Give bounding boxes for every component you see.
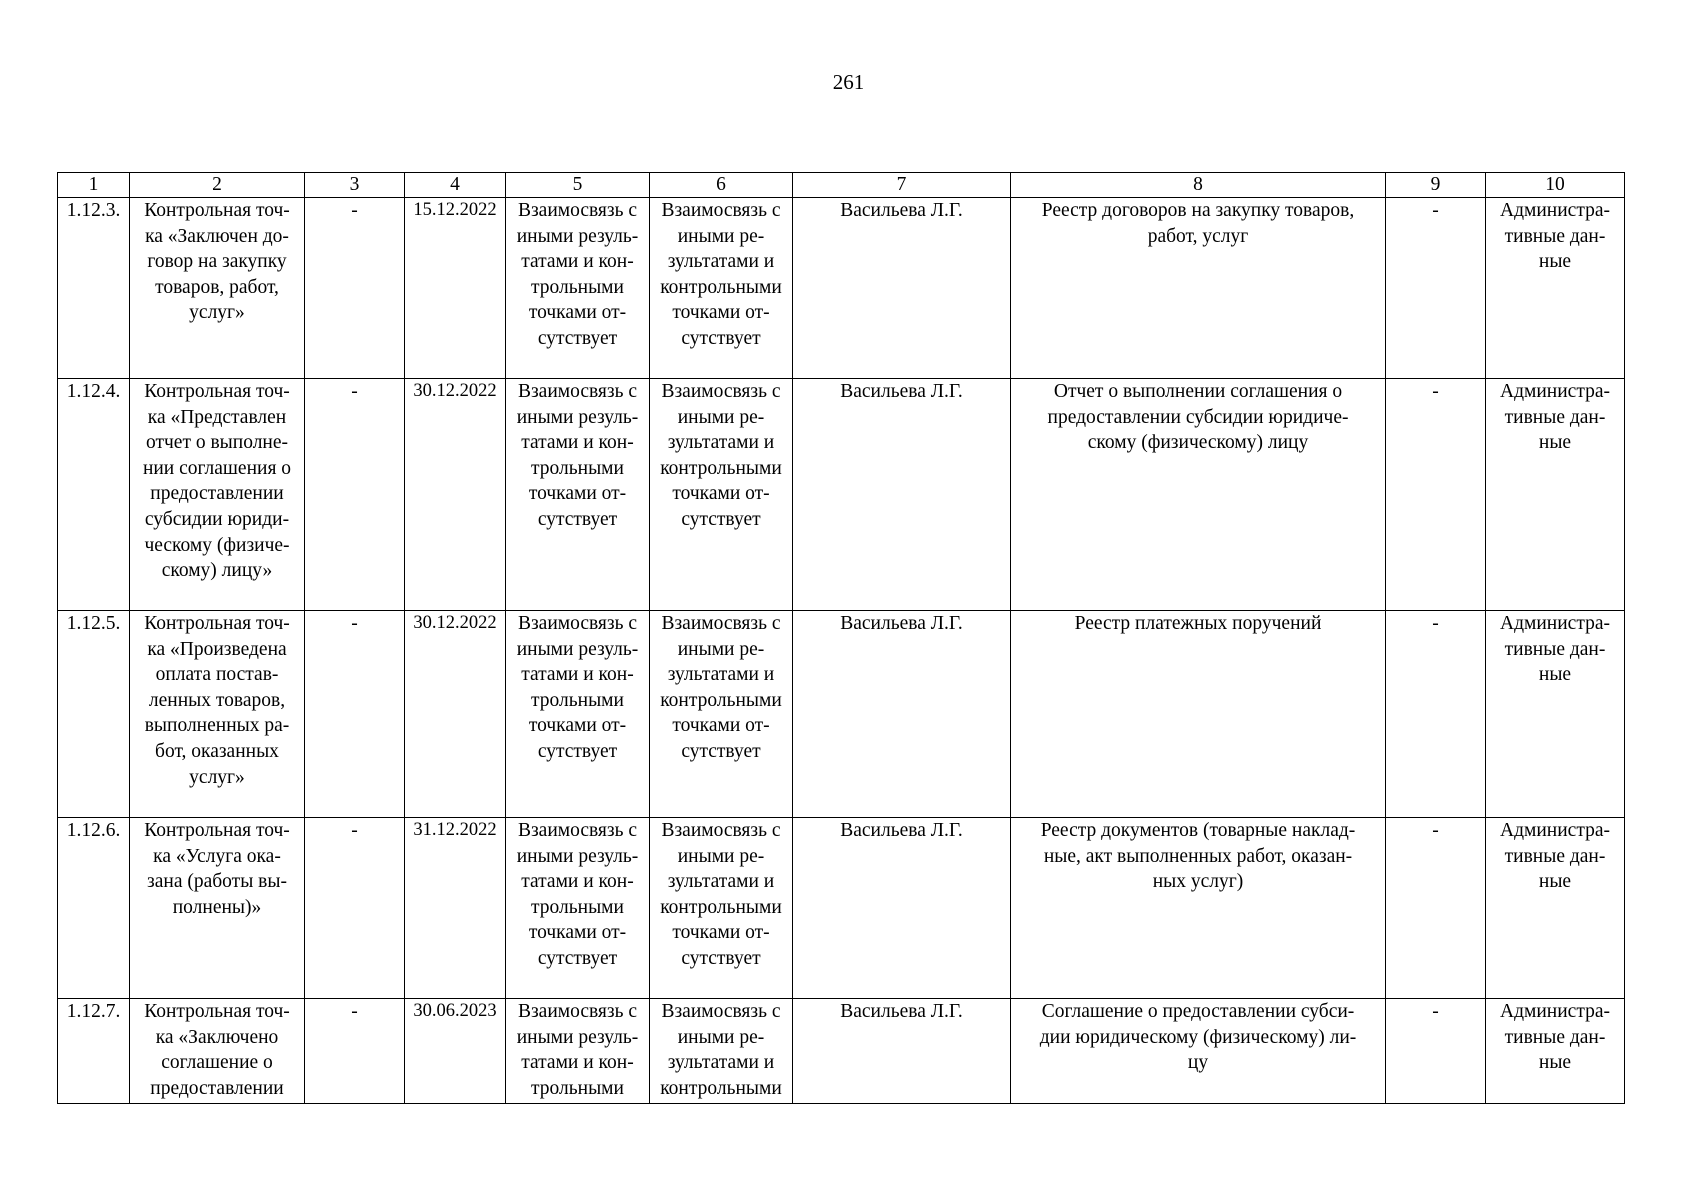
information-source-cell [1486, 611, 1625, 818]
cell-line: ка «Произведена [147, 638, 287, 660]
cell-line: зультатами и [667, 251, 775, 273]
cell-line: сутствует [681, 947, 761, 969]
cell-line: соглашение о [161, 1052, 273, 1074]
header-cell: 5 [506, 173, 650, 198]
cell-line: выполненных ра- [144, 715, 290, 737]
header-cell: 8 [1011, 173, 1386, 198]
control-point-name-cell [130, 999, 305, 1104]
cell-line: татами и кон- [521, 432, 634, 454]
cell-line: иными ре- [677, 225, 765, 247]
cell-line: иными резуль- [516, 1026, 639, 1048]
cell-line: тивные дан- [1504, 638, 1606, 660]
cell-line: Взаимосвязь с [517, 613, 638, 634]
cell-line: нии соглашения о [142, 457, 292, 479]
row-number-cell: 1.12.4. [58, 379, 130, 611]
cell-line: Реестр договоров на закупку товаров, [1041, 200, 1355, 221]
cell-line: предоставлении [150, 483, 284, 505]
cell-line: Реестр платежных поручений [1074, 613, 1322, 634]
cell-line: Взаимосвязь с [661, 820, 781, 841]
column-3-cell: - [305, 818, 405, 999]
table-row [58, 818, 1625, 999]
cell-line: татами и кон- [521, 664, 634, 686]
cell-line: Контрольная точ- [144, 820, 290, 841]
column-3-cell: - [305, 611, 405, 818]
cell-line: сутствует [537, 327, 618, 349]
cell-line: ные [1538, 251, 1572, 273]
control-point-name-cell [130, 611, 305, 818]
row-number-cell: 1.12.6. [58, 818, 130, 999]
relation-control-points-cell [650, 379, 793, 611]
cell-line: трольными [531, 689, 624, 711]
cell-line: дии юридическому (физическому) ли- [1039, 1026, 1357, 1048]
column-9-cell: - [1386, 379, 1486, 611]
cell-line: Администра- [1500, 613, 1610, 634]
cell-line: Взаимосвязь с [661, 200, 781, 221]
relation-results-cell [506, 999, 650, 1104]
cell-line: точками от- [528, 922, 627, 944]
column-3-cell: - [305, 198, 405, 379]
cell-line: Взаимосвязь с [661, 1001, 781, 1022]
cell-line: сутствует [537, 508, 618, 530]
table-header-row [58, 173, 1625, 198]
cell-line: Взаимосвязь с [517, 1001, 638, 1022]
cell-line: трольными [531, 457, 624, 479]
cell-line: контрольными [660, 1077, 782, 1099]
cell-line: ческому (физиче- [144, 534, 290, 556]
column-9-cell: - [1386, 999, 1486, 1104]
cell-line: ные [1538, 871, 1572, 893]
responsible-person-cell: Васильева Л.Г. [793, 611, 1011, 818]
page-number: 261 [832, 70, 865, 94]
information-source-cell [1486, 999, 1625, 1104]
column-9-cell: - [1386, 818, 1486, 999]
relation-results-cell [506, 611, 650, 818]
cell-line: ные [1538, 432, 1572, 454]
cell-line: Отчет о выполнении соглашения о [1053, 381, 1343, 402]
cell-line: ные, акт выполненных работ, оказан- [1043, 845, 1353, 867]
cell-line: Взаимосвязь с [517, 820, 638, 841]
cell-line: иными резуль- [516, 845, 639, 867]
cell-line: точками от- [528, 715, 627, 737]
relation-control-points-cell [650, 611, 793, 818]
responsible-person-cell: Васильева Л.Г. [793, 379, 1011, 611]
cell-line: услуг» [189, 766, 245, 788]
information-source-cell [1486, 198, 1625, 379]
table-row [58, 379, 1625, 611]
cell-line: иными резуль- [516, 638, 639, 660]
control-points-table [57, 172, 1625, 1104]
cell-line: контрольными [660, 689, 782, 711]
cell-line: ка «Заключено [155, 1026, 279, 1048]
cell-line: зультатами и [667, 871, 775, 893]
deadline-date-cell: 30.06.2023 [405, 999, 506, 1104]
cell-line: точками от- [528, 302, 627, 324]
cell-line: зультатами и [667, 1052, 775, 1074]
cell-line: отчет о выполне- [145, 432, 289, 454]
cell-line: тивные дан- [1504, 406, 1606, 428]
table-row [58, 198, 1625, 379]
column-3-cell: - [305, 999, 405, 1104]
cell-line: скому) лицу» [161, 560, 273, 582]
cell-line: контрольными [660, 457, 782, 479]
cell-line: товаров, работ, [155, 276, 279, 298]
confirming-document-cell [1011, 818, 1386, 999]
cell-line: Контрольная точ- [144, 381, 290, 402]
cell-line: предоставлении субсидии юридиче- [1047, 406, 1349, 428]
responsible-person-cell: Васильева Л.Г. [793, 198, 1011, 379]
relation-results-cell [506, 198, 650, 379]
cell-line: субсидии юриди- [144, 508, 290, 530]
cell-line: иными резуль- [516, 225, 639, 247]
header-cell: 9 [1386, 173, 1486, 198]
cell-line: иными резуль- [516, 406, 639, 428]
cell-line: сутствует [537, 947, 618, 969]
cell-line: иными ре- [677, 845, 765, 867]
cell-line: трольными [531, 896, 624, 918]
cell-line: контрольными [660, 896, 782, 918]
cell-line: иными ре- [677, 638, 765, 660]
cell-line: Администра- [1500, 200, 1610, 221]
cell-line: сутствует [681, 508, 761, 530]
confirming-document-cell [1011, 198, 1386, 379]
cell-line: Администра- [1500, 1001, 1610, 1022]
relation-control-points-cell [650, 198, 793, 379]
row-number-cell: 1.12.3. [58, 198, 130, 379]
cell-line: точками от- [672, 302, 770, 324]
confirming-document-cell [1011, 611, 1386, 818]
information-source-cell [1486, 379, 1625, 611]
header-cell: 7 [793, 173, 1011, 198]
control-point-name-cell [130, 818, 305, 999]
cell-line: точками от- [528, 483, 627, 505]
deadline-date-cell: 30.12.2022 [405, 379, 506, 611]
cell-line: ные [1538, 664, 1572, 686]
cell-line: сутствует [681, 740, 761, 762]
cell-line: предоставлении [150, 1077, 284, 1099]
deadline-date-cell: 31.12.2022 [405, 818, 506, 999]
cell-line: контрольными [660, 276, 782, 298]
cell-line: татами и кон- [521, 251, 634, 273]
cell-line: Контрольная точ- [144, 200, 290, 221]
cell-line: трольными [531, 276, 624, 298]
cell-line: точками от- [672, 715, 770, 737]
row-number-cell: 1.12.5. [58, 611, 130, 818]
cell-line: Взаимосвязь с [661, 613, 781, 634]
information-source-cell [1486, 818, 1625, 999]
control-point-name-cell [130, 198, 305, 379]
cell-line: тивные дан- [1504, 225, 1606, 247]
table-row [58, 999, 1625, 1104]
cell-line: зультатами и [667, 664, 775, 686]
row-number-cell: 1.12.7. [58, 999, 130, 1104]
cell-line: Взаимосвязь с [517, 200, 638, 221]
relation-results-cell [506, 818, 650, 999]
relation-results-cell [506, 379, 650, 611]
header-cell: 4 [405, 173, 506, 198]
table-row [58, 611, 1625, 818]
confirming-document-cell [1011, 379, 1386, 611]
cell-line: ка «Услуга ока- [153, 845, 281, 867]
column-9-cell: - [1386, 611, 1486, 818]
column-9-cell: - [1386, 198, 1486, 379]
cell-line: Взаимосвязь с [517, 381, 638, 402]
cell-line: татами и кон- [521, 871, 634, 893]
cell-line: зана (работы вы- [147, 871, 287, 893]
cell-line: зультатами и [667, 432, 775, 454]
responsible-person-cell: Васильева Л.Г. [793, 818, 1011, 999]
cell-line: бот, оказанных [155, 740, 279, 762]
cell-line: Соглашение о предоставлении субси- [1041, 1001, 1355, 1022]
cell-line: ка «Заключен до- [145, 225, 289, 247]
deadline-date-cell: 15.12.2022 [405, 198, 506, 379]
header-cell: 2 [130, 173, 305, 198]
cell-line: Реестр документов (товарные наклад- [1040, 820, 1356, 841]
cell-line: Администра- [1500, 820, 1610, 841]
cell-line: тивные дан- [1504, 1026, 1606, 1048]
responsible-person-cell: Васильева Л.Г. [793, 999, 1011, 1104]
cell-line: иными ре- [677, 1026, 765, 1048]
confirming-document-cell [1011, 999, 1386, 1104]
cell-line: точками от- [672, 483, 770, 505]
cell-line: оплата постав- [155, 664, 279, 686]
cell-line: иными ре- [677, 406, 765, 428]
cell-line: скому (физическому) лицу [1087, 432, 1309, 454]
relation-control-points-cell [650, 818, 793, 999]
cell-line: ных услуг) [1152, 871, 1244, 893]
cell-line: Администра- [1500, 381, 1610, 402]
cell-line: Контрольная точ- [144, 613, 290, 634]
header-cell: 1 [58, 173, 130, 198]
cell-line: трольными [531, 1077, 624, 1099]
cell-line: сутствует [537, 740, 618, 762]
cell-line: работ, услуг [1147, 225, 1249, 247]
cell-line: говор на закупку [147, 251, 287, 273]
cell-line: ка «Представлен [147, 406, 287, 428]
cell-line: Взаимосвязь с [661, 381, 781, 402]
header-cell: 3 [305, 173, 405, 198]
deadline-date-cell: 30.12.2022 [405, 611, 506, 818]
cell-line: ленных товаров, [148, 689, 286, 711]
relation-control-points-cell [650, 999, 793, 1104]
cell-line: ные [1538, 1052, 1572, 1074]
header-cell: 10 [1486, 173, 1625, 198]
control-point-name-cell [130, 379, 305, 611]
cell-line: цу [1187, 1052, 1209, 1074]
cell-line: сутствует [681, 327, 761, 349]
column-3-cell: - [305, 379, 405, 611]
header-cell: 6 [650, 173, 793, 198]
cell-line: татами и кон- [521, 1052, 634, 1074]
cell-line: тивные дан- [1504, 845, 1606, 867]
cell-line: точками от- [672, 922, 770, 944]
cell-line: услуг» [189, 302, 245, 324]
cell-line: полнены)» [172, 896, 262, 918]
cell-line: Контрольная точ- [144, 1001, 290, 1022]
